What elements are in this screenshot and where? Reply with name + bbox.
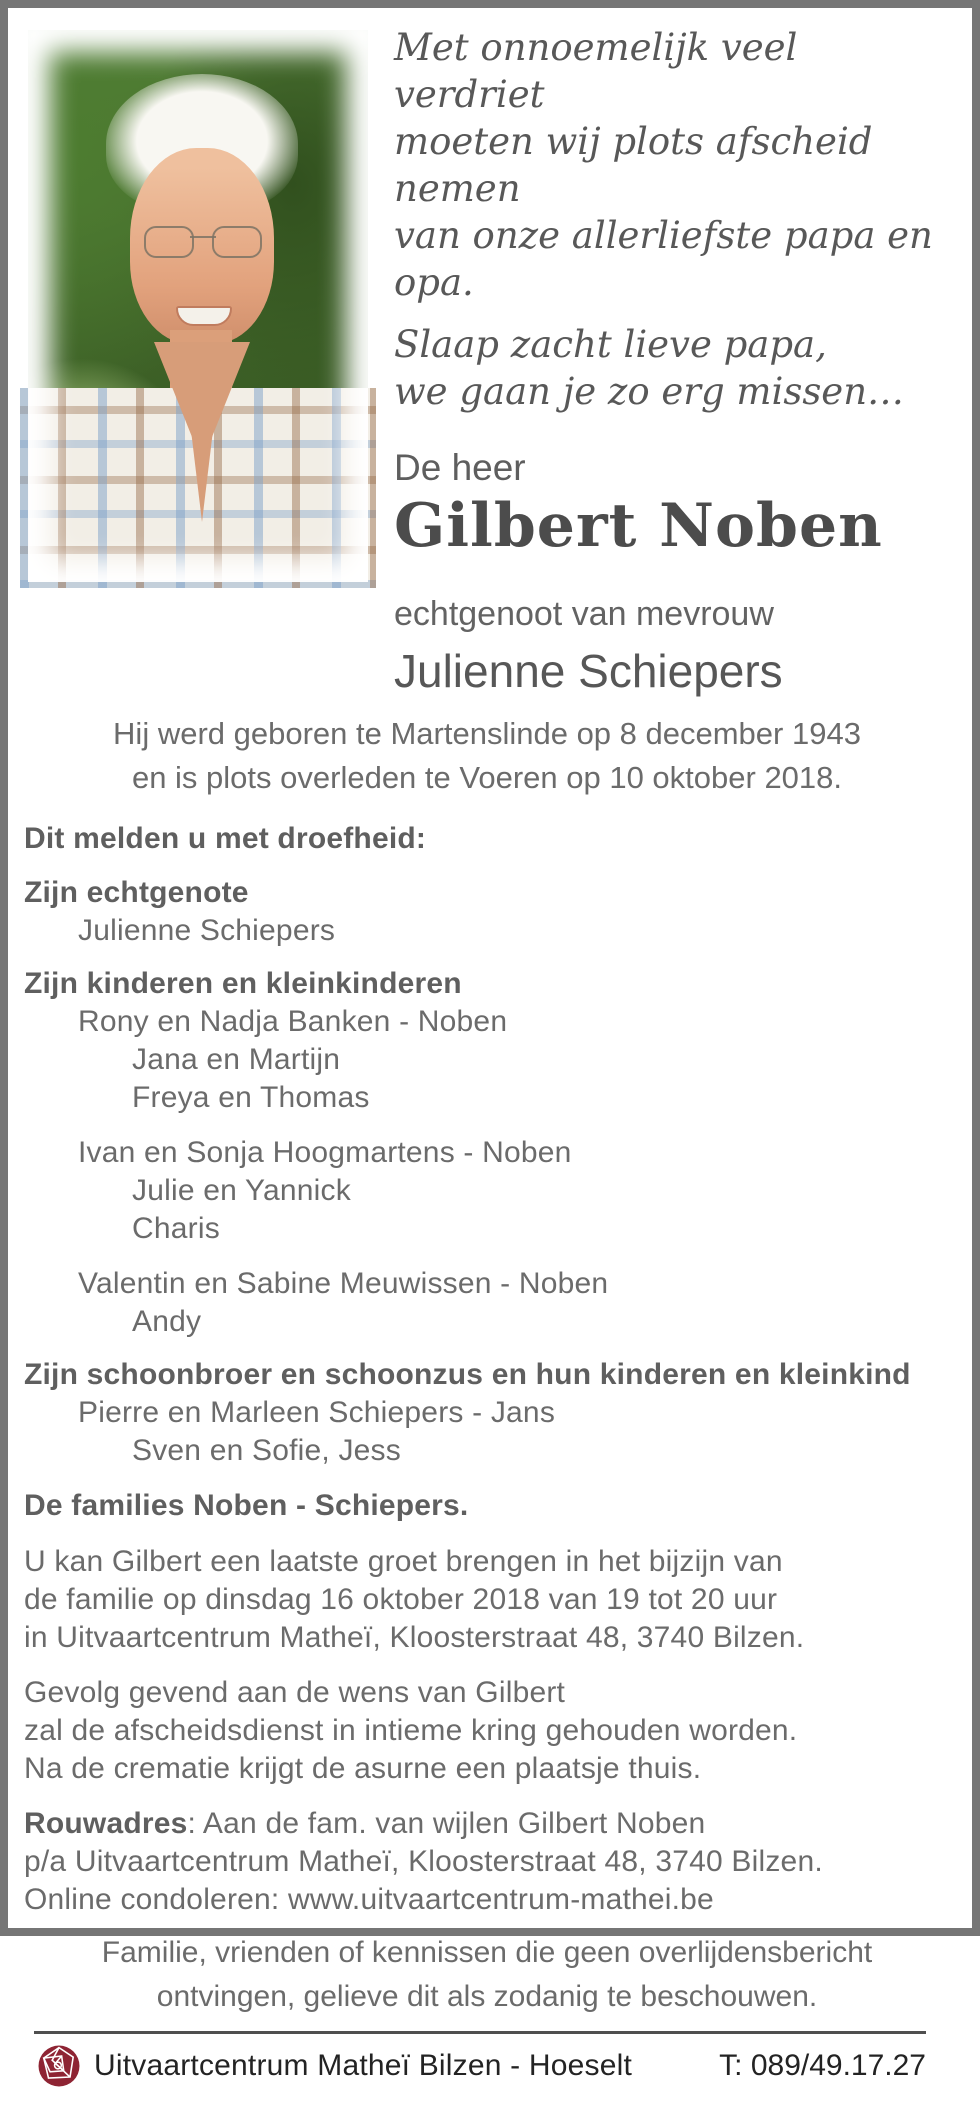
birth-line: Hij werd geboren te Martenslinde op 8 december 1943 xyxy=(113,716,861,751)
death-line: en is plots overleden te Voeren op 10 oktober 2018. xyxy=(131,760,843,795)
family-heading: Zijn kinderen en kleinkinderen xyxy=(24,967,462,1000)
rose-icon xyxy=(38,2045,80,2087)
intro-verse-line: moeten wij plots afscheid nemen xyxy=(394,120,873,210)
family-member: Sven en Sofie, Jess xyxy=(132,1434,401,1467)
farewell-verse-line: we gaan je zo erg missen… xyxy=(394,370,905,413)
intro-verse-line: van onze allerliefste papa en opa. xyxy=(394,214,933,304)
mourning-address-label: Rouwadres xyxy=(24,1807,188,1840)
family-member: Julie en Yannick xyxy=(132,1174,351,1207)
family-member: Rony en Nadja Banken - Noben xyxy=(78,1005,508,1038)
intro-verse-line: Met onnoemelijk veel verdriet xyxy=(394,26,798,116)
farewell-verse xyxy=(394,321,950,415)
family-member: Freya en Thomas xyxy=(132,1081,370,1114)
family-member: Pierre en Marleen Schiepers - Jans xyxy=(78,1396,556,1429)
header xyxy=(24,24,950,698)
spouse-prefix: echtgenoot van mevrouw xyxy=(394,595,774,633)
general-notice xyxy=(24,1931,950,2019)
mourning-address-line: p/a Uitvaartcentrum Matheï, Kloosterstraat 48, 3740 Bilzen. xyxy=(24,1845,823,1878)
visitation-line: U kan Gilbert een laatste groet brengen in het bijzijn van xyxy=(24,1545,783,1578)
funeral-home-name: Uitvaartcentrum Matheï Bilzen - Hoeselt xyxy=(94,2049,633,2082)
family-heading: Zijn echtgenote xyxy=(24,876,249,909)
family-heading: Zijn schoonbroer en schoonzus en hun kinderen en kleinkind xyxy=(24,1358,911,1391)
family-member: Charis xyxy=(132,1212,220,1245)
visitation-paragraph xyxy=(24,1543,950,1657)
family-member: Andy xyxy=(132,1305,202,1338)
header-text-column xyxy=(394,24,950,698)
family-section-spouse xyxy=(24,874,950,965)
service-line: zal de afscheidsdienst in intieme kring gehouden worden. xyxy=(24,1714,798,1747)
phone-number: T: 089/49.17.27 xyxy=(719,2049,926,2082)
portrait-photo xyxy=(28,30,368,582)
service-line: Gevolg gevend aan de wens van Gilbert xyxy=(24,1676,566,1709)
intro-verse xyxy=(394,24,950,306)
family-member: Ivan en Sonja Hoogmartens - Noben xyxy=(78,1136,572,1169)
family-section-inlaws xyxy=(24,1356,950,1485)
notice-line: Familie, vrienden of kennissen die geen overlijdensbericht xyxy=(101,1936,873,1969)
family-member: Jana en Martijn xyxy=(132,1043,341,1076)
family-section-children xyxy=(24,965,950,1356)
notice-line: ontvingen, gelieve dit als zodanig te beschouwen. xyxy=(156,1980,818,2013)
salutation: De heer xyxy=(394,447,526,488)
service-line: Na de crematie krijgt de asurne een plaatsje thuis. xyxy=(24,1752,702,1785)
footer xyxy=(24,2034,950,2087)
service-paragraph xyxy=(24,1674,950,1788)
family-member: Julienne Schiepers xyxy=(78,914,336,947)
condolence-website: Online condoleren: www.uitvaartcentrum-mathei.be xyxy=(24,1883,714,1916)
deceased-name: Gilbert Noben xyxy=(394,491,883,561)
visitation-line: in Uitvaartcentrum Matheï, Kloosterstraat 48, 3740 Bilzen. xyxy=(24,1621,805,1654)
footer-block xyxy=(24,2019,950,2101)
family-member: Valentin en Sabine Meuwissen - Noben xyxy=(78,1267,609,1300)
farewell-verse-line: Slaap zacht lieve papa, xyxy=(394,323,827,366)
life-dates xyxy=(24,712,950,800)
visitation-line: de familie op dinsdag 16 oktober 2018 van 19 tot 20 uur xyxy=(24,1583,778,1616)
families-closing: De families Noben - Schiepers. xyxy=(24,1489,469,1522)
mourning-address-line: : Aan de fam. van wijlen Gilbert Noben xyxy=(187,1807,706,1840)
announcement-heading: Dit melden u met droefheid: xyxy=(24,822,427,855)
mourning-address xyxy=(24,1805,950,1919)
photo-feather-edge xyxy=(28,30,368,582)
spouse-name: Julienne Schiepers xyxy=(394,645,783,697)
